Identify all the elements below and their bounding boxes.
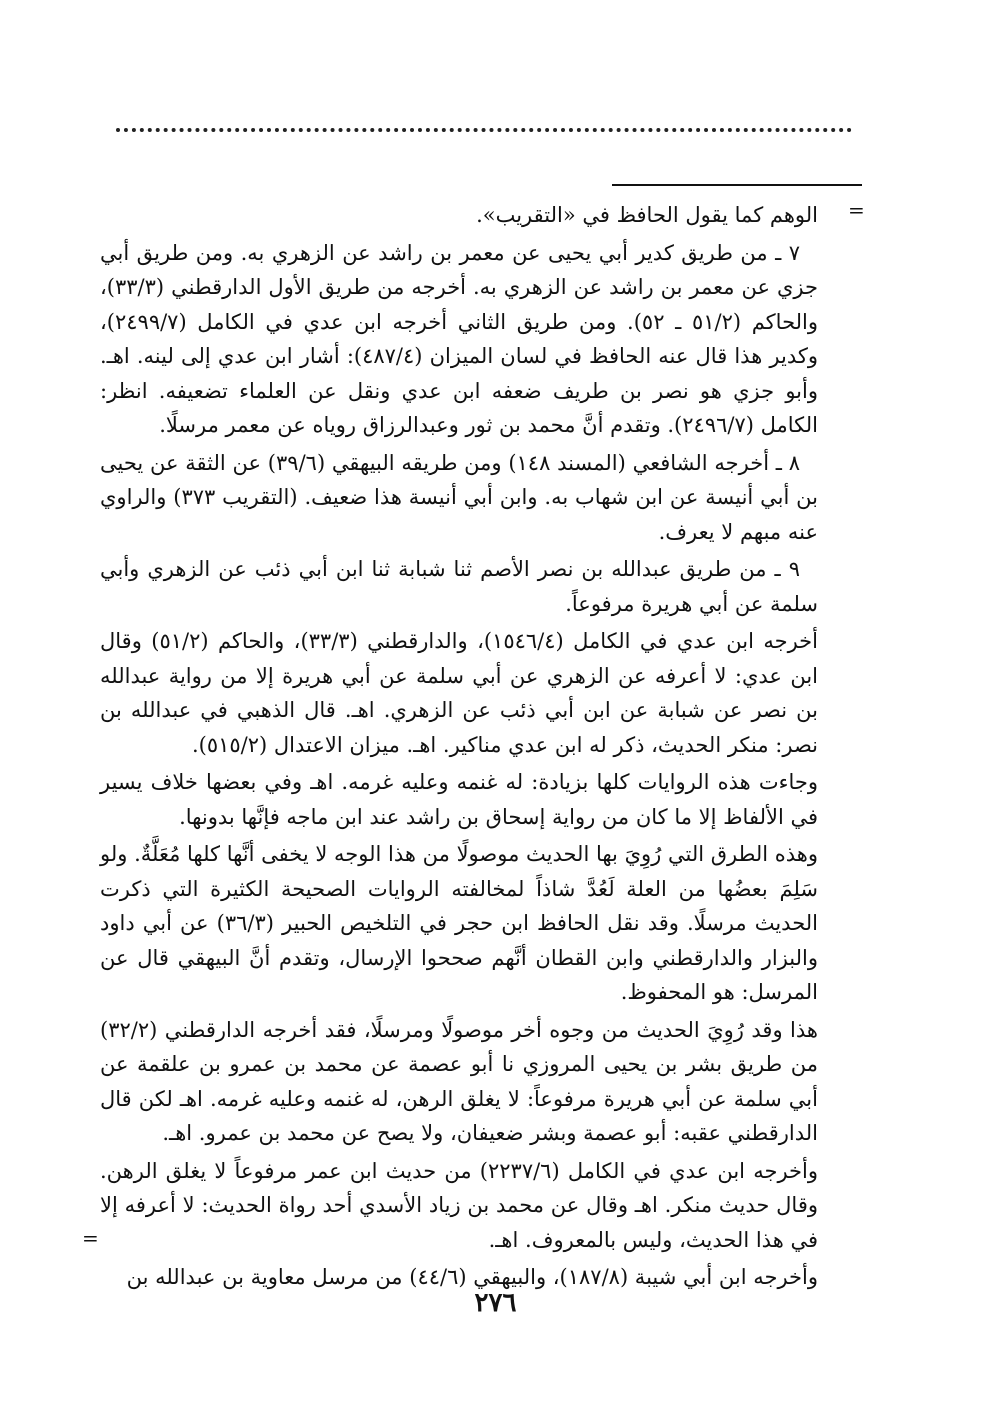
paragraph-6: وهذه الطرق التي رُوِيَ بها الحديث موصولًا من هذا الوجه لا يخفى أنَّها كلها مُعَلَّةٌ. ولو سَلِمَ بعضُها من العلة لَعُدَّ شاذاً لمخالفته الروايات الصحيحة الكثيرة التي ذكرت الحديث مرسلًا. وقد نقل الحافظ ابن حجر في التلخيص الحبير (٣٦/٣) عن أبي داود والبزار والدارقطني وابن القطان أنَّهم صححوا الإرسال، وتقدم أنَّ البيهقي قال عن المرسل: هو المحفوظ. xyxy=(100,842,818,1004)
paragraph-2: ٨ ـ أخرجه الشافعي (المسند ١٤٨) ومن طريقه البيهقي (٣٩/٦) عن الثقة عن يحيى بن أبي أنيسة عن ابن شهاب به. وابن أبي أنيسة هذا ضعيف. (التقريب ٣٧٣) والراوي عنه مبهم لا يعرف. xyxy=(100,450,818,544)
footnote-text xyxy=(100,198,818,1298)
paragraph-9: وأخرجه ابن أبي شيبة (١٨٧/٨)، والبيهقي (٤٤/٦) من مرسل معاوية بن عبدالله بن xyxy=(126,1265,818,1289)
paragraph-7: هذا وقد رُوِيَ الحديث من وجوه أخر موصولًا ومرسلًا، فقد أخرجه الدارقطني (٣٢/٢) من طريق بشر بن يحيى المروزي نا أبو عصمة عن محمد بن عمرو بن علقمة عن أبي سلمة عن أبي هريرة مرفوعاً: لا يغلق الرهن، له غنمه وعليه غرمه. اهـ لكن قال الدارقطني عقبه: أبو عصمة وبشر ضعيفان، ولا يصح عن محمد بن عمرو. اهـ. xyxy=(100,1017,818,1145)
dotted-divider xyxy=(116,128,852,132)
page-number: ٢٧٦ xyxy=(474,1288,517,1318)
continuation-mark-top: = xyxy=(848,198,865,222)
paragraph-3: ٩ ـ من طريق عبدالله بن نصر الأصم ثنا شبابة ثنا ابن أبي ذئب عن الزهري وأبي سلمة عن أبي هريرة مرفوعاً. xyxy=(100,557,818,616)
paragraph-8: وأخرجه ابن عدي في الكامل (٢٢٣٧/٦) من حديث ابن عمر مرفوعاً لا يغلق الرهن. وقال حديث منكر. اهـ وقال عن محمد بن زياد الأسدي أحد رواة الحديث: لا أعرفه إلا في هذا الحديث، وليس بالمعروف. اهـ. xyxy=(100,1158,818,1252)
paragraph-5: وجاءت هذه الروايات كلها بزيادة: له غنمه وعليه غرمه. اهـ وفي بعضها خلاف يسير في الألفاظ إلا ما كان من رواية إسحاق بن راشد عند ابن ماجه فإنَّها بدونها. xyxy=(100,770,818,829)
paragraph-4: أخرجه ابن عدي في الكامل (١٥٤٦/٤)، والدارقطني (٣٣/٣)، والحاكم (٥١/٢) وقال ابن عدي: لا أعرفه عن الزهري عن أبي سلمة عن أبي هريرة إلا من رواية عبدالله بن نصر عن شبابة عن ابن أبي ذئب عن الزهري. اهـ. قال الذهبي في عبدالله بن نصر: منكر الحديث، ذكر له ابن عدي مناكير. اهـ. ميزان الاعتدال (٥١٥/٢). xyxy=(100,629,818,757)
continuation-mark-bottom: = xyxy=(82,1226,99,1250)
paragraph-0: الوهم كما يقول الحافظ في «التقريب». xyxy=(476,203,818,227)
footnote-rule xyxy=(612,184,862,186)
paragraph-1: ٧ ـ من طريق كدير أبي يحيى عن معمر بن راشد عن الزهري به. ومن طريق أبي جزي عن معمر بن راشد عن الزهري به. أخرجه من طريق الأول الدارقطني (٣٣/٣)، والحاكم (٥١/٢ ـ ٥٢). ومن طريق الثاني أخرجه ابن عدي في الكامل (٢٤٩٩/٧)، وكدير هذا قال عنه الحافظ في لسان الميزان (٤٨٧/٤): أشار ابن عدي إلى لينه. اهـ. وأبو جزي هو نصر بن طريف ضعفه ابن عدي ونقل عن العلماء تضعيفه. انظر: الكامل (٢٤٩٦/٧). وتقدم أنَّ محمد بن ثور وعبدالرزاق روياه عن معمر مرسلًا. xyxy=(100,240,818,437)
